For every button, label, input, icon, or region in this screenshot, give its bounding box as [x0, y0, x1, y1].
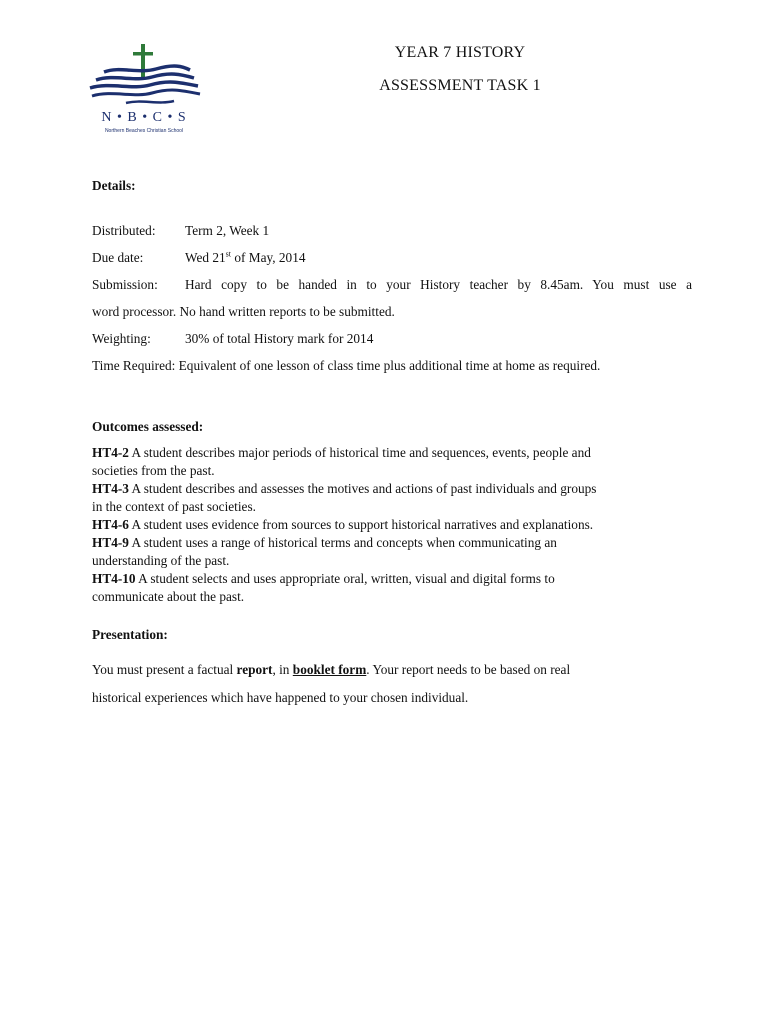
- time-required-row: [92, 356, 692, 375]
- outcome-text-cont: understanding of the past.: [92, 553, 230, 568]
- outcome-text-cont: communicate about the past.: [92, 589, 245, 604]
- outcome-code: HT4-10: [92, 571, 136, 586]
- distributed-label: Distributed:: [92, 223, 156, 238]
- presentation-booklet-form: booklet form: [292, 662, 367, 677]
- outcome-text: A student uses evidence from sources to support historical narratives and explanations.: [128, 517, 594, 532]
- outcome-item: [92, 444, 692, 480]
- presentation-line2: historical experiences which have happened to your chosen individual.: [92, 690, 469, 705]
- due-date-value-post: of May, 2014: [231, 250, 306, 265]
- school-logo: [86, 42, 202, 138]
- outcome-code: HT4-3: [92, 481, 129, 496]
- presentation-text-b: , in: [272, 662, 293, 677]
- outcome-code: HT4-6: [92, 517, 129, 532]
- outcomes-heading: Outcomes assessed:: [92, 419, 204, 434]
- submission-row: [92, 275, 692, 294]
- outcome-item: [92, 570, 692, 606]
- due-date-row: [92, 248, 692, 267]
- weighting-label: Weighting:: [92, 331, 151, 346]
- outcome-text: A student describes and assesses the motives and actions of past individuals and groups: [128, 481, 597, 496]
- submission-line1: Hard copy to be handed in to your History teacher by 8.45am. You must use a: [185, 277, 692, 292]
- outcome-text-cont: in the context of past societies.: [92, 499, 256, 514]
- logo-emblem-icon: [86, 42, 202, 112]
- time-required-label: Time Required:: [92, 358, 176, 373]
- presentation-heading: Presentation:: [92, 627, 168, 642]
- outcome-item: [92, 516, 692, 534]
- outcomes-list: [92, 444, 692, 606]
- submission-line2: word processor. No hand written reports to be submitted.: [92, 304, 395, 319]
- doc-title-line1: YEAR 7 HISTORY: [394, 44, 526, 61]
- distributed-value: Term 2, Week 1: [185, 223, 270, 238]
- logo-subtitle: Northern Beaches Christian School: [104, 128, 184, 134]
- outcome-text-cont: societies from the past.: [92, 463, 215, 478]
- presentation-report: report: [236, 662, 273, 677]
- time-required-value: Equivalent of one lesson of class time plus additional time at home as required.: [175, 358, 601, 373]
- weighting-value: 30% of total History mark for 2014: [185, 331, 374, 346]
- outcome-text: A student selects and uses appropriate oral, written, visual and digital forms to: [135, 571, 555, 586]
- doc-title-line2: ASSESSMENT TASK 1: [379, 77, 541, 94]
- presentation-text-c: . Your report needs to be based on real: [366, 662, 571, 677]
- weighting-row: [92, 329, 692, 348]
- submission-label: Submission:: [92, 277, 158, 292]
- presentation-text-a: You must present a factual: [92, 662, 237, 677]
- logo-letters: N • B • C • S: [101, 110, 187, 125]
- outcome-text: A student describes major periods of historical time and sequences, events, people and: [128, 445, 591, 460]
- presentation-paragraph: [92, 656, 692, 712]
- due-date-suffix: st: [225, 249, 232, 259]
- outcome-item: [92, 480, 692, 516]
- details-heading: Details:: [92, 178, 136, 193]
- outcome-code: HT4-2: [92, 445, 129, 460]
- outcome-item: [92, 534, 692, 570]
- due-date-label: Due date:: [92, 250, 144, 265]
- document-body: [92, 176, 692, 712]
- outcome-text: A student uses a range of historical terms and concepts when communicating an: [128, 535, 557, 550]
- distributed-row: [92, 221, 692, 240]
- due-date-value-pre: Wed 21: [185, 250, 226, 265]
- outcome-code: HT4-9: [92, 535, 129, 550]
